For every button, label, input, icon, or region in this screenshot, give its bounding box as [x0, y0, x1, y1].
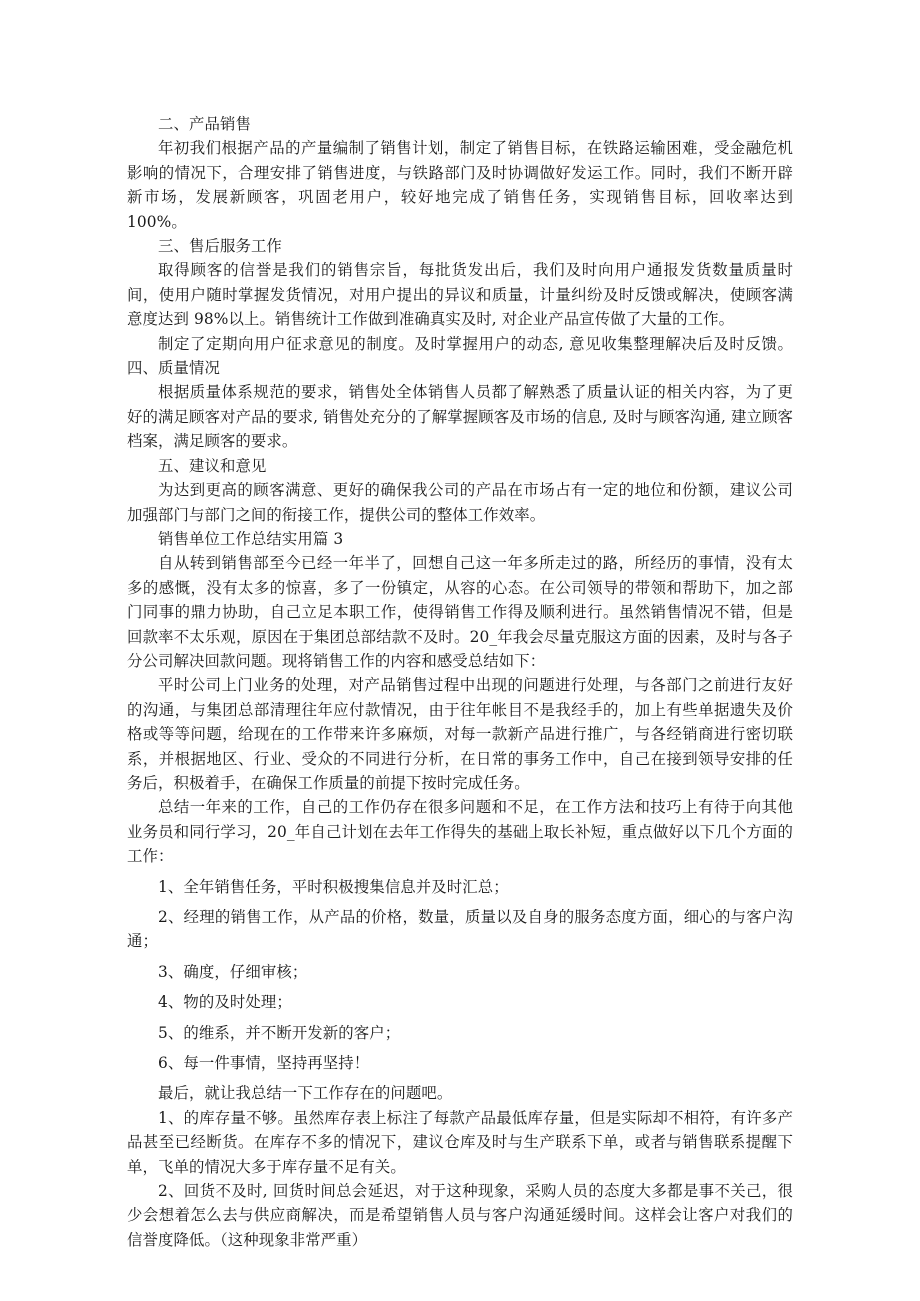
- paragraph-problems-intro: 最后，就让我总结一下工作存在的问题吧。: [158, 1084, 453, 1103]
- list-item-3: 3、确度，仔细审核；: [158, 962, 308, 981]
- section-heading-product-sales: 二、产品销售: [158, 115, 251, 133]
- list-item-2: 2、经理的销售工作，从产品的价格，数量，质量以及自身的服务态度方面，细心的与客户沟通；: [127, 908, 793, 951]
- paragraph-summary-plan: 总结一年来的工作，自己的工作仍存在很多问题和不足，在工作方法和技巧上有待于向其他业务员和同行学习，20_年自己计划在去年工作得失的基础上取长补短，重点做好以下几个方面的工作：: [127, 798, 793, 866]
- paragraph-problem-inventory: 1、的库存量不够。虽然库存表上标注了每款产品最低库存量，但是实际却不相符，有许多产品甚至已经断货。在库存不多的情况下，建议仓库及时与生产联系下单，或者与销售联系提醒下单，飞单的情况大多于库存量不足有关。: [127, 1108, 793, 1176]
- paragraph-daily-business: 平时公司上门业务的处理，对产品销售过程中出现的问题进行处理，与各部门之前进行友好的沟通，与集团总部清理往年应付款情况，由于往年帐目不是我经手的，加上有些单据遗失及价格或等等问题，给现在的工作带来许多麻烦，对每一款新产品进行推广，与各经销商进行密切联系，并根据地区、行业、受众的不同进行分析，在日常的事务工作中，自己在接到领导安排的任务后，积极着手，在确保工作质量的前提下按时完成任务。: [127, 676, 793, 792]
- list-item-5: 5、的维系，并不断开发新的客户；: [158, 1023, 401, 1042]
- list-item-1: 1、全年销售任务，平时积极搜集信息并及时汇总；: [158, 877, 509, 896]
- section-heading-after-sales: 三、售后服务工作: [158, 237, 282, 256]
- article-title-part-3: 销售单位工作总结实用篇 3: [158, 529, 344, 548]
- paragraph-problem-delivery: 2、回货不及时, 回货时间总会延迟，对于这种现象，采购人员的态度大多都是事不关己，很少会想着怎么去与供应商解决，而是希望销售人员与客户沟通延缓时间。这样会让客户对我们的信誉度降低。（这种现象非常严重）: [127, 1182, 793, 1249]
- paragraph-feedback-system: 制定了定期向用户征求意见的制度。及时掌握用户的动态, 意见收集整理解决后及时反馈。四、质量情况: [127, 334, 793, 378]
- paragraph-customer-credit: 取得顾客的信誉是我们的销售宗旨，每批货发出后，我们及时向用户通报发货数量质量时间，使用户随时掌握发货情况，对用户提出的异议和质量，计量纠纷及时反馈或解决，使顾客满意度达到 98%以上。销售统计工作做到准确真实及时, 对企业产品宣传做了大量的工作。: [127, 261, 793, 329]
- section-heading-suggestions: 五、建议和意见: [158, 456, 267, 475]
- list-item-4: 4、物的及时处理；: [158, 993, 292, 1012]
- paragraph-product-sales: 年初我们根据产品的产量编制了销售计划，制定了销售目标，在铁路运输困难，受金融危机影响的情况下，合理安排了销售进度，与铁路部门及时协调做好发运工作。同时，我们不断开辟新市场，发展新顾客，巩固老用户，较好地完成了销售任务，实现销售目标，回收率达到 100%。: [127, 139, 793, 231]
- paragraph-quality-system: 根据质量体系规范的要求，销售处全体销售人员都了解熟悉了质量认证的相关内容，为了更好的满足顾客对产品的要求, 销售处充分的了解掌握顾客及市场的信息, 及时与顾客沟通, 建立顾客档案，满足顾客的要求。: [127, 383, 793, 451]
- paragraph-suggestion: 为达到更高的顾客满意、更好的确保我公司的产品在市场占有一定的地位和份额，建议公司加强部门与部门之间的衔接工作，提供公司的整体工作效率。: [127, 481, 793, 524]
- list-item-6: 6、每一件事情，坚持再坚持！: [158, 1054, 370, 1073]
- paragraph-self-review: 自从转到销售部至今已经一年半了，回想自己这一年多所走过的路，所经历的事情，没有太多的感慨，没有太多的惊喜，多了一份镇定，从容的心态。在公司领导的带领和帮助下，加之部门同事的鼎力协助，自己立足本职工作，使得销售工作得及顺利进行。虽然销售情况不错，但是回款率不太乐观，原因在于集团总部结款不及时。20_年我会尽量克服这方面的因素，及时与各子分公司解决回款问题。现将销售工作的内容和感受总结如下：: [127, 554, 793, 670]
